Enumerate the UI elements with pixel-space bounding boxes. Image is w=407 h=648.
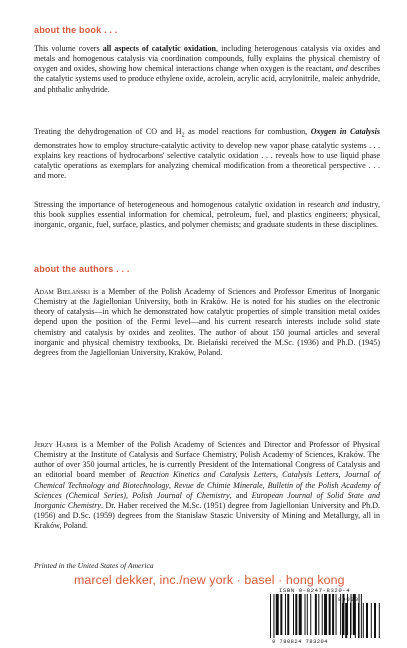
book-title: Oxygen in Catalysis: [310, 127, 380, 136]
barcode-addon-bar: [371, 603, 372, 638]
barcode-icon: [266, 594, 384, 638]
barcode-number: 9 780824 783204: [272, 639, 329, 645]
text-run: , and: [229, 490, 252, 500]
barcode-bar: [299, 594, 302, 635]
barcode-bar: [273, 594, 274, 638]
author-bio-bielanski: [34, 287, 380, 358]
barcode-bar: [280, 594, 282, 635]
text-run: as model reactions for combustion,: [184, 127, 311, 136]
text-run: is a Member of the Polish Academy of Sciences and Professor Emeritus of Inorganic Chemistry at the Jagiellonian University, both in Kraków. He is noted for his studies on the electronic theory of catalysis—in which he demonstrated how catalytic properties of simple transition metal oxides depend upon the position of the Fermi level—and his current research interests include solid state chemistry and catalysis by oxides and zeolites. The author of about 150 journal articles and several inorganic and physical chemistry textbooks, Dr. Bielański received the M.Sc. (1936) and Ph.D. (1945) degrees from the Jagiellonian University, Kraków, Poland.: [34, 287, 380, 357]
emphasis-bold: all aspects of catalytic oxidation: [102, 44, 217, 53]
author-name: Adam Bielański: [34, 287, 90, 296]
barcode-addon-bar: [342, 603, 343, 638]
barcode-addon-bar: [350, 603, 351, 638]
text-run: ,: [275, 470, 283, 480]
text-run: is a Member of the Polish Academy of Sciences and Director and Professor of Physical Chemistry at the Institute of Catalysis and Surface Chemistry, Polish Academy of Sciences, Kraków. The author of over 350 journal articles, he is currently President of the International Congress of Catalysis and an editorial board member of: [34, 440, 380, 480]
text-run: , including heterogenous catalysis via oxides and metals and homogenous catalysis via coordination compounds, fully explains the physical chemistry of oxygen and oxides, showing how chemical interactions change when oxygen is the reactant,: [34, 44, 380, 74]
about-book-heading: about the book . . .: [34, 25, 118, 35]
printed-in-note: Printed in the United States of America: [34, 561, 154, 570]
text-run: ,: [262, 480, 268, 490]
text-run: . Dr. Haber received the M.Sc. (1951) degree from Jagiellonian University and Ph.D. (1956) and D.Sc. (1959) degrees from the Stanisław Staszic University of Mining and Metallurgy, all in Kraków, Poland.: [34, 500, 381, 531]
about-book-paragraph-2: [34, 127, 380, 181]
barcode-bar: [295, 594, 297, 635]
barcode-addon-bar: [366, 603, 368, 638]
text-run: ,: [168, 480, 174, 490]
barcode-bar: [287, 594, 289, 635]
text-run: Treating the dehydrogenation of CO and H: [34, 127, 182, 136]
text-run: ,: [125, 490, 133, 500]
barcode-bar: [329, 594, 331, 635]
barcode-addon-bar: [345, 603, 347, 638]
journal-title: Bulletin of the Polish Academy of Sciences (Chemical Series): [34, 480, 380, 500]
barcode-bar: [322, 594, 323, 635]
journal-title: Revue de Chimie Minerale: [173, 480, 263, 490]
price-code: 90000: [338, 596, 359, 603]
barcode-bar: [270, 594, 271, 638]
barcode-bar: [276, 594, 279, 635]
text-run: demonstrates how to employ structure-catalytic activity to develop new vapor phase catalytic systems . . . explains key reactions of hydrocarbons' selective catalytic oxidation . . . reveals how to use liquid phase catalytic operations as exemplars for analyzing chemical modification from a theoretical perspective . . . and more.: [34, 140, 380, 181]
journal-title: Reaction Kinetics and Catalysis Letters: [140, 470, 276, 480]
barcode-bar: [293, 594, 294, 635]
isbn-label: ISBN 0-8247-8320-4: [279, 587, 351, 594]
text-run: describes the catalytic systems used to produce ethylene oxide, acrolein, acrylic acid, acrylonitrile, maleic anhydride, and phthalic anhydride.: [34, 64, 381, 94]
emphasis-italic: and: [337, 200, 350, 209]
about-book-paragraph-3: [34, 200, 380, 230]
text-run: ,: [338, 470, 345, 480]
barcode-bars: [266, 594, 384, 638]
barcode-bar: [332, 594, 334, 635]
journal-title: Catalysis Letters: [282, 470, 339, 480]
author-bio-haber: [34, 440, 380, 531]
barcode-bar: [285, 594, 286, 635]
barcode-addon-bar: [374, 603, 376, 638]
barcode-addon-bar: [379, 603, 380, 638]
barcode-addon-bar: [355, 603, 356, 638]
barcode-bar: [318, 594, 319, 635]
journal-title: European Journal of Solid State and Inorganic Chemistry: [34, 490, 380, 510]
about-book-paragraph-1: [34, 44, 380, 95]
barcode-bar: [307, 594, 308, 635]
barcode-addon-bar: [358, 603, 359, 638]
journal-title: Journal of Chemical Technology and Biotechnology: [34, 470, 380, 490]
journal-title: Polish Journal of Chemistry: [132, 490, 230, 500]
about-authors-heading: about the authors . . .: [34, 264, 130, 274]
text-run: This volume covers: [34, 44, 103, 53]
barcode-addon-bar: [363, 603, 364, 638]
emphasis-italic: and: [335, 64, 348, 74]
barcode-bar: [305, 594, 306, 635]
author-name: Jerzy Haber: [34, 440, 78, 449]
barcode-bar: [336, 594, 337, 635]
barcode-bar: [361, 594, 362, 638]
barcode-bar: [310, 594, 311, 635]
publisher-line: marcel dekker, inc./new york · basel · hong kong: [74, 573, 345, 587]
barcode-bar: [324, 594, 327, 635]
text-run: industry, this book supplies essential information for chemical, petroleum, fuel, and plastics engineers; physical, inorganic, organic, fuel, surface, plastics, and polymer chemists; and graduate students in these disciplines.: [34, 200, 380, 230]
subscript: 2: [181, 132, 185, 139]
barcode-bar: [315, 594, 317, 635]
text-run: Stressing the importance of heterogeneous and homogenous catalytic oxidation in research: [34, 200, 338, 209]
